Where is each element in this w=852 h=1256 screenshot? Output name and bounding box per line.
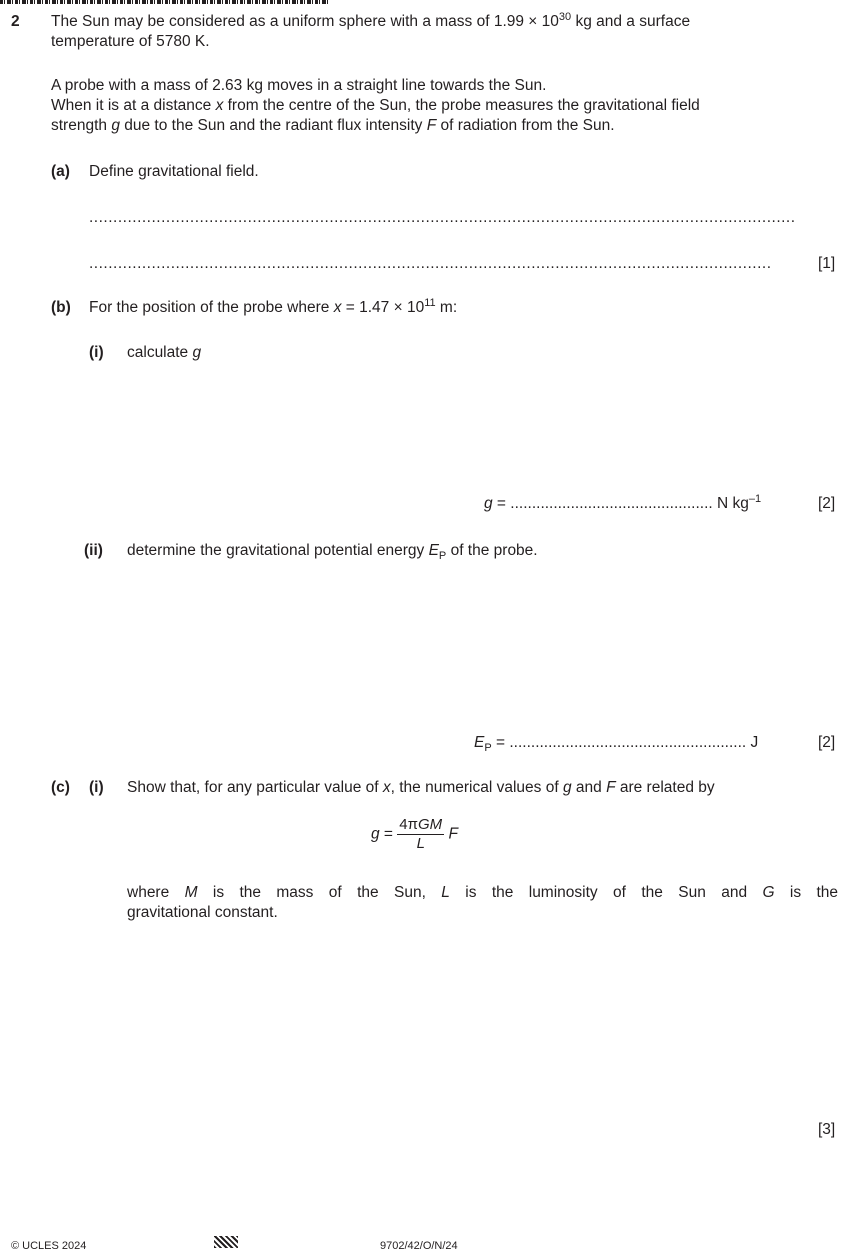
part-c-marks: [3] [818,1121,836,1138]
probe-line-3: strength g due to the Sun and the radiant flux intensity F of radiation from the Sun. [51,117,615,134]
part-c-i-text: Show that, for any particular value of x, the numerical values of g and F are related by [127,779,715,796]
equation: g = $\frac{\text{4πGM}}{L}$ F [371,816,458,852]
part-a-answer-line-1[interactable]: ................................................................................................................................................... [89,209,796,226]
probe-line-1: A probe with a mass of 2.63 kg moves in a straight line towards the Sun. [51,77,547,94]
header-barcode [0,0,330,4]
footer-copyright: © UCLES 2024 [11,1240,87,1252]
part-c-i-label: (i) [89,779,104,796]
part-b-label: (b) [51,299,71,316]
part-b-ii-answer-field[interactable]: ....................................................... [509,734,747,751]
part-a-answer-line-2[interactable]: .............................................................................................................................................. [89,255,772,272]
part-a-label: (a) [51,163,70,180]
intro-line-1: The Sun may be considered as a uniform sphere with a mass of $1.99 \times 10^{30}$ kg and a surface [51,11,691,30]
part-a-text: Define gravitational field. [89,163,259,180]
part-c-label: (c) [51,779,70,796]
question-number: 2 [11,13,20,30]
where-line-2: gravitational constant. [127,904,278,921]
where-line-1: where M is the mass of the Sun, L is the luminosity of the Sun and G is the [127,884,838,901]
part-a-marks: [1] [818,255,836,272]
part-b-i-text: calculate g [127,344,202,361]
part-b-i-marks: [2] [818,495,836,512]
intro-line-2: temperature of 5780 K. [51,33,210,50]
part-b-i-label: (i) [89,344,104,361]
footer-qr-code [214,1236,238,1248]
part-b-ii-marks: [2] [818,734,836,751]
probe-line-2: When it is at a distance x from the centre of the Sun, the probe measures the gravitational field [51,97,700,114]
part-b-ii-label: (ii) [84,542,103,559]
equation-fraction: $\frac{\text{4πGM}}{L}$ [399,816,443,852]
part-b-ii-text: determine the gravitational potential energy $E_P$ of the probe. [127,542,538,562]
part-b-text: For the position of the probe where $x = 1.47 \times 10^{11}$ m: [89,297,458,316]
part-b-i-answer-field[interactable]: ............................................... [510,495,713,512]
part-b-i-answer: g = ............................................... N $kg^{-1}$ [484,493,762,512]
part-b-ii-answer: $E_P$ = ....................................................... J [474,734,759,754]
footer-paper-code: 9702/42/O/N/24 [380,1240,458,1252]
